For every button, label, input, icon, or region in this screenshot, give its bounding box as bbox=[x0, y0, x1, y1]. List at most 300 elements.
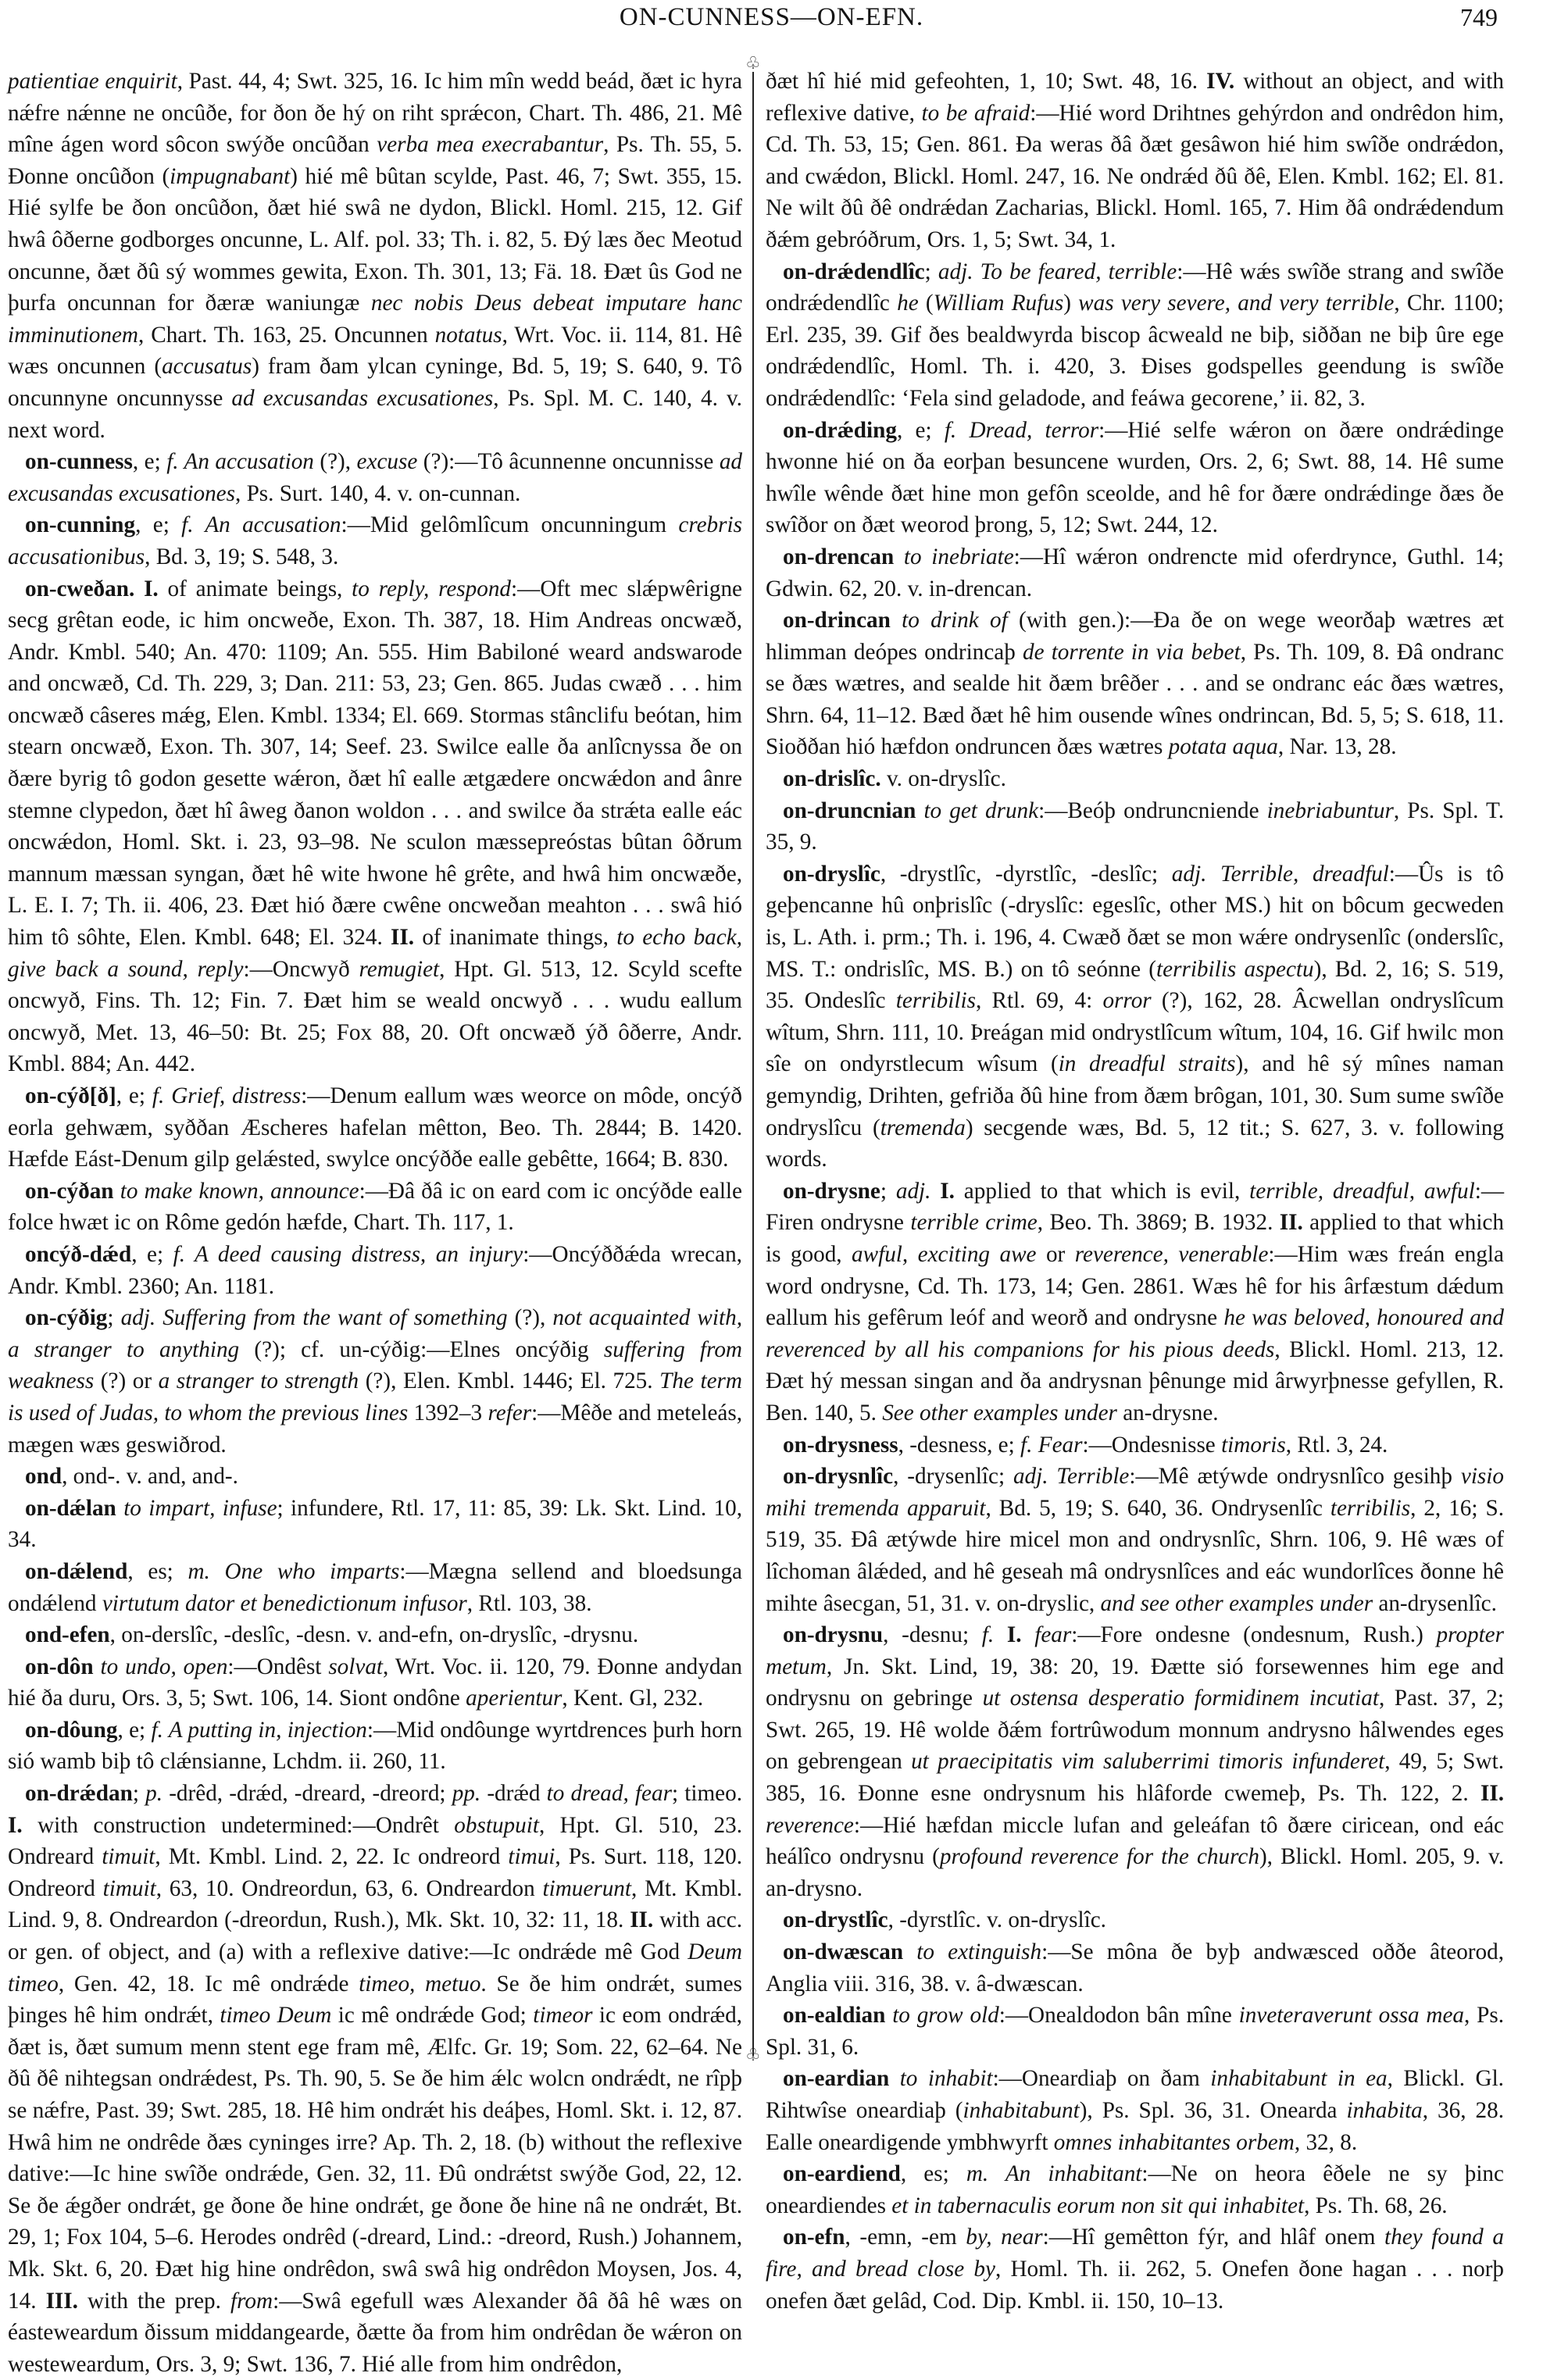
entry-text: ; bbox=[107, 1305, 121, 1331]
entry-text: an-drysne. bbox=[1116, 1400, 1219, 1426]
entry-text: , -dyrstlîc. v. on-dryslîc. bbox=[888, 1907, 1106, 1933]
headword: on-cunness bbox=[25, 449, 133, 475]
entry-text: , Rtl. 69, 4: bbox=[975, 988, 1103, 1014]
entry-text: , Ps. Spl. M. C. 140, 4. v. next word. bbox=[8, 385, 742, 443]
running-title: ON-CUNNESS—ON-EFN. bbox=[619, 3, 924, 31]
entry-text: :—Ondêst bbox=[227, 1654, 329, 1679]
italic-text: m. One who imparts bbox=[188, 1558, 400, 1584]
headword: ond bbox=[25, 1464, 63, 1490]
entry-text: , 36, 28. Ealle oneardigende ymbhwyrft bbox=[766, 2098, 1504, 2155]
headword: on-drystlîc bbox=[783, 1907, 888, 1933]
italic-text: fear bbox=[1034, 1622, 1072, 1648]
dictionary-entry bbox=[766, 2221, 1504, 2317]
italic-text: timuit bbox=[102, 1844, 155, 1870]
headword: on-efn bbox=[783, 2225, 845, 2250]
italic-text: to echo back, give back a sound, reply bbox=[8, 925, 742, 982]
italic-text: excuse bbox=[356, 449, 418, 475]
dictionary-entry bbox=[766, 2000, 1504, 2063]
entry-text: , e; bbox=[132, 449, 167, 475]
entry-text bbox=[891, 608, 902, 633]
italic-text: to impart, infuse bbox=[123, 1495, 277, 1521]
italic-text: adj. Terrible bbox=[1013, 1464, 1130, 1490]
dictionary-entry bbox=[8, 1651, 742, 1715]
entry-text: , Past. 44, 4; Swt. 325, 16. Ic him mîn wedd beád, ðæt ic hyra nǽfre nǽnne ne oncûðe, for ðon ðe hý on riht sprǽcon, Chart. Th. 486, 21. Mê mîne ágen word sôcon swýðe oncûðan bbox=[8, 69, 742, 158]
entry-text: ), Blickl. Homl. 205, 9. v. an-drysno. bbox=[766, 1844, 1504, 1901]
dictionary-entry bbox=[766, 1904, 1504, 1936]
entry-text: applied to that which is evil, bbox=[954, 1178, 1250, 1204]
entry-text: , Ps. Surt. 140, 4. v. on-cunnan. bbox=[234, 480, 521, 506]
dictionary-entry bbox=[766, 541, 1504, 605]
entry-text: , Chart. Th. 163, 25. Oncunnen bbox=[138, 322, 435, 348]
entry-text: , -emn, -em bbox=[845, 2225, 966, 2250]
dictionary-entry bbox=[8, 1715, 742, 1778]
clover-ornament-icon: ♧ bbox=[745, 53, 761, 73]
italic-text: timuit bbox=[102, 1875, 156, 1901]
headword: on-dǽlend bbox=[25, 1558, 128, 1584]
entry-text: :—Fore ondesne (ondesnum, Rush.) bbox=[1071, 1622, 1437, 1648]
right-column bbox=[766, 66, 1504, 2317]
headword: on-cýðan bbox=[25, 1178, 114, 1204]
dictionary-entry bbox=[766, 2063, 1504, 2158]
entry-text: , Hpt. Gl. 513, 12. Scyld scefte oncwyð, Fins. Th. 12; Fin. 7. Ðæt him se weald oncwyð . . . wudu eallum oncwyð, Met. 13, 46–50: Bt. 25; Fox 88, 20. Oft oncwæð ýð ôðerre, Andr. Kmbl. 884; An. 442. bbox=[8, 956, 742, 1077]
sense-number: I. bbox=[1006, 1622, 1022, 1648]
entry-text: of inanimate things, bbox=[414, 925, 617, 951]
entry-text: ( bbox=[918, 291, 934, 316]
entry-text: :—Hié hæfdan miccle lufan and geleáfan tô ðære ciricean, ond eác heálîco ondrysnu ( bbox=[766, 1812, 1504, 1870]
italic-text: Deum timeo bbox=[8, 1939, 742, 1996]
dictionary-entry bbox=[766, 1936, 1504, 2000]
dictionary-entry bbox=[766, 1429, 1504, 1461]
entry-text: :—Firen ondrysne bbox=[766, 1178, 1505, 1236]
dictionary-entry bbox=[8, 1556, 742, 1619]
italic-text: f. A deed causing distress, an injury bbox=[173, 1241, 523, 1267]
clover-ornament-icon: ♧ bbox=[745, 2045, 761, 2064]
entry-text: :—Mid ondôunge wyrtdrences þurh horn sió wamb biþ tô clǽnsianne, Lchdm. ii. 260, 11. bbox=[8, 1717, 742, 1775]
entry-text bbox=[994, 1622, 1007, 1647]
italic-text: visio mihi tremenda apparuit bbox=[766, 1464, 1504, 1521]
entry-text: , 49, 5; Swt. 385, 16. Ðonne esne ondrysnum his hlâforde cwemeþ, Ps. Th. 122, 2. bbox=[766, 1749, 1504, 1807]
italic-text: f. An accusation bbox=[166, 449, 314, 475]
sense-number: I. bbox=[144, 576, 159, 601]
italic-text: he was beloved, honoured and reverenced by all his companions for his pious deeds bbox=[766, 1305, 1504, 1362]
entry-text: , Rtl. 103, 38. bbox=[466, 1590, 592, 1616]
entry-text bbox=[134, 576, 144, 601]
dictionary-entry bbox=[8, 1080, 742, 1176]
italic-text: remugiet bbox=[359, 956, 440, 982]
entry-text: :—Ðâ ðâ ic on eard com ic oncýðde ealle folce hwæt ic on Rôme gedón hæfde, Chart. Th. 117, 1. bbox=[8, 1178, 742, 1236]
italic-text: by, near bbox=[966, 2225, 1043, 2250]
column-divider bbox=[752, 72, 754, 2056]
italic-text: timuerunt bbox=[542, 1875, 632, 1901]
italic-text: William Rufus bbox=[933, 291, 1064, 316]
dictionary-entry bbox=[8, 1239, 742, 1302]
sense-number: I. bbox=[8, 1812, 23, 1838]
italic-text: a stranger to strength bbox=[158, 1368, 359, 1394]
entry-text: , Ps. Th. 109, 8. Ðâ ondranc se ðæs wætres, and sealde hit ðæm brêðer . . . and se ondranc eác ðæs wætres, Shrn. 64, 11–12. Bæd ðæt hê him ousende wînes ondrincan, Bd. 5, 5; S. 618, 11. Sioððan hió hæfdon ondruncen ðæs wætres bbox=[766, 639, 1504, 760]
dictionary-entry bbox=[8, 573, 742, 1081]
entry-text: ; timeo. bbox=[671, 1781, 742, 1807]
entry-text: or bbox=[1036, 1241, 1075, 1267]
headword: on-druncnian bbox=[783, 797, 916, 823]
dictionary-entry bbox=[766, 605, 1504, 763]
italic-text: accusatus bbox=[162, 354, 252, 380]
sense-number: II. bbox=[1279, 1210, 1303, 1236]
italic-text: to dread, fear bbox=[546, 1781, 672, 1807]
entry-text: :—Mægna sellend and bloedsunga ondǽlend bbox=[8, 1558, 742, 1616]
italic-text: inhabitabunt in ea bbox=[1210, 2066, 1388, 2092]
entry-text: (?) or bbox=[94, 1368, 159, 1394]
italic-text: crebris accusationibus bbox=[8, 512, 742, 569]
entry-text: , Mt. Kmbl. Lind. 9, 8. Ondreardon (-dreordun, Rush.), Mk. Skt. 10, 32: 11, 18. bbox=[8, 1875, 742, 1933]
italic-text: to inhabit bbox=[899, 2066, 993, 2092]
entry-text: of animate beings, bbox=[158, 576, 352, 601]
entry-text: (?); cf. un-cýðig:—Elnes oncýðig bbox=[239, 1336, 604, 1362]
entry-text: :—Oft mec slǽpwêrigne secg grêtan eode, ic him oncweðe, Exon. Th. 387, 18. Him Andreas oncwæð, Andr. Kmbl. 540; An. 470: 1109; An. 555. Him Babiloné weard andswarode and oncwæð, Cd. Th. 229, 3; Dan. 211: 53, 23; Gen. 865. Judas cwæð . . . him oncwæð câseres mǽg, Elen. Kmbl. 1334; El. 669. Stormas stânclifu beótan, him stearn oncwæð, Exon. Th. 307, 14; Seef. 23. Swilce ealle ða anlîcnyssa ðe on ðære byrig tô godon gesette wǽron, ðæt hî ealle ætgædere oncwǽdon and ânre stemne clypedon, ðæt hî âweg ðanon woldon . . . and swilce ða strǽta ealle eác oncwǽdon, Homl. Skt. i. 23, 93–98. Ne sculon mæssepreóstas bûtan ôðrum mannum mæssan syngan, ðæt hê wite hwone hê grête, and hwâ him oncwæðe, L. E. I. 7; Th. ii. 406, 23. Ðæt hió ðære cwêne oncweðan meahton . . . swâ hió him tô sôhte, Elen. Kmbl. 648; El. 324. bbox=[8, 576, 742, 951]
entry-text: (with gen.):—Ða ðe on wege weorðaþ wætres æt hlimman deópes ondrincaþ bbox=[766, 608, 1505, 665]
entry-text: -drǽd bbox=[480, 1781, 547, 1807]
entry-text: , Bd. 3, 19; S. 548, 3. bbox=[145, 544, 339, 569]
italic-text: potata aqua bbox=[1168, 734, 1278, 760]
entry-text: , Ps. Surt. 118, 120. Ondreord bbox=[8, 1844, 742, 1901]
italic-text: obstupuit bbox=[454, 1812, 539, 1838]
headword: on-drysnlîc bbox=[783, 1464, 894, 1490]
left-column bbox=[8, 66, 742, 2380]
headword: on-dôung bbox=[25, 1717, 118, 1743]
italic-text: virtutum dator et benedictionum infusor bbox=[102, 1590, 467, 1616]
dictionary-entry bbox=[8, 1778, 742, 2380]
italic-text: patientiae enquirit bbox=[8, 69, 177, 94]
italic-text: The term is used of Judas, to whom the previous lines bbox=[8, 1368, 742, 1426]
entry-text: , e; bbox=[117, 1717, 152, 1743]
dictionary-entry bbox=[766, 858, 1504, 1176]
italic-text: timeo Deum bbox=[220, 2003, 332, 2029]
entry-text: , e; bbox=[135, 512, 182, 538]
entry-text: , Beo. Th. 3869; B. 1932. bbox=[1037, 1210, 1280, 1236]
entry-text: ic mê ondrǽde God; bbox=[331, 2003, 534, 2029]
entry-text: , es; bbox=[127, 1558, 188, 1584]
headword: on-dôn bbox=[25, 1654, 94, 1679]
italic-text: suffering from weakness bbox=[8, 1336, 742, 1394]
headword: on-drǽding bbox=[783, 417, 897, 443]
sense-number: IV. bbox=[1206, 69, 1235, 94]
entry-text: with the prep. bbox=[77, 2288, 231, 2314]
entry-text: , Bd. 5, 19; S. 640, 36. Ondrysenlîc bbox=[985, 1495, 1330, 1521]
italic-text: timoris bbox=[1221, 1432, 1286, 1458]
italic-text: f. Fear bbox=[1020, 1432, 1083, 1458]
italic-text: to extinguish bbox=[916, 1939, 1042, 1965]
entry-text: :—Ondesnisse bbox=[1082, 1432, 1222, 1458]
entry-text: :—Hî wǽron ondrencte mid oferdrynce, Guthl. 14; Gdwin. 62, 20. v. in-drencan. bbox=[766, 544, 1505, 601]
entry-text bbox=[889, 2066, 899, 2091]
italic-text: in dreadful straits bbox=[1058, 1051, 1236, 1077]
entry-text: , on-derslîc, -deslîc, -desn. v. and-efn, on-dryslîc, -drysnu. bbox=[109, 1622, 639, 1648]
headword: on-drysness bbox=[783, 1432, 898, 1458]
headword: oncýð-dǽd bbox=[25, 1241, 132, 1267]
italic-text: f. A putting in, injection bbox=[151, 1717, 367, 1743]
entry-text: :—Ûs is tô geþencanne hû onþrislîc (-dryslîc: egeslîc, other MS.) hit on bôcum gecweden is, L. Ath. i. prm.; Th. i. 196, 4. Cwæð ðæt se mon wǽre ondrysenlîc (onderslîc, MS. T.: ondrislîc, MS. B.) on tô seónne ( bbox=[766, 861, 1504, 982]
headword: on-drǽdendlîc bbox=[783, 259, 925, 284]
sense-number: I. bbox=[940, 1178, 955, 1204]
dictionary-entry bbox=[766, 415, 1504, 541]
italic-text: to drink of bbox=[902, 608, 1008, 633]
sense-number: III. bbox=[45, 2288, 78, 2314]
italic-text: inebriabuntur bbox=[1266, 797, 1394, 823]
italic-text: to make known, announce bbox=[120, 1178, 359, 1204]
dictionary-entry bbox=[8, 446, 742, 509]
entry-text: :—Oncýððǽda wrecan, Andr. Kmbl. 2360; An. 1181. bbox=[8, 1241, 742, 1299]
italic-text: terrible, dreadful, awful bbox=[1249, 1178, 1475, 1204]
entry-text bbox=[114, 1179, 120, 1204]
italic-text: p. bbox=[145, 1781, 163, 1807]
dictionary-entry bbox=[8, 1619, 742, 1651]
entry-text: ) bbox=[1063, 291, 1079, 316]
dictionary-entry bbox=[8, 1176, 742, 1239]
entry-text: with construction undetermined:—Ondrêt bbox=[22, 1812, 455, 1838]
headword: on-eardiend bbox=[783, 2161, 901, 2187]
entry-text: :—Oncwyð bbox=[243, 956, 359, 982]
entry-text: , -drysenlîc; bbox=[893, 1464, 1013, 1490]
italic-text: f. An accusation bbox=[181, 512, 341, 538]
italic-text: refer bbox=[488, 1400, 532, 1426]
entry-text: :—Se môna ðe byþ andwæsced oððe âteorod, Anglia viii. 316, 38. v. â-dwæscan. bbox=[766, 1939, 1504, 1996]
italic-text: aperientur bbox=[466, 1686, 563, 1711]
italic-text: adj. Terrible, dreadful bbox=[1171, 861, 1389, 887]
italic-text: adj. To be feared, terrible bbox=[938, 259, 1177, 284]
entry-text: , Nar. 13, 28. bbox=[1277, 734, 1397, 760]
dictionary-entry bbox=[766, 795, 1504, 858]
entry-text: :—Onealdodon bân mîne bbox=[998, 2003, 1239, 2029]
entry-text: :—Mid gelômlîcum oncunningum bbox=[341, 512, 679, 538]
dictionary-entry bbox=[8, 1493, 742, 1556]
entry-text: , Ps. Th. 55, 5. Ðonne oncûðon ( bbox=[8, 132, 742, 189]
entry-text: ; bbox=[924, 259, 938, 284]
dictionary-entry bbox=[766, 1176, 1504, 1429]
dictionary-entry bbox=[766, 1619, 1504, 1904]
entry-text: ), Ps. Spl. 36, 31. Onearda bbox=[1079, 2098, 1347, 2123]
entry-text: ; bbox=[880, 1178, 896, 1204]
italic-text: propter metum bbox=[766, 1622, 1504, 1679]
entry-text: ; infundere, Rtl. 17, 11: 85, 39: Lk. Skt. Lind. 10, 34. bbox=[8, 1495, 742, 1553]
headword: on-cýðig bbox=[25, 1305, 108, 1331]
entry-text: ) secgende wæs, Bd. 5, 12 tit.; S. 627, 3. v. following words. bbox=[766, 1115, 1504, 1172]
entry-text: :—Mê ætýwde ondrysnlîco gesihþ bbox=[1129, 1464, 1461, 1490]
headword: on-drislîc. bbox=[783, 766, 881, 792]
entry-text: an-drysenlîc. bbox=[1373, 1590, 1497, 1616]
entry-text: , Kent. Gl, 232. bbox=[562, 1686, 704, 1711]
entry-text bbox=[1022, 1622, 1035, 1647]
entry-text: , ond-. v. and, and-. bbox=[62, 1464, 238, 1490]
headword: on-cweðan. bbox=[25, 576, 135, 601]
headword: on-drysnu bbox=[783, 1622, 884, 1648]
entry-text: , Wrt. Voc. ii. 120, 79. Ðonne andydan hié ða duru, Ors. 3, 5; Swt. 106, 14. Siont ondône bbox=[8, 1654, 742, 1711]
entry-text: ) hié mê bûtan scylde, Past. 46, 7; Swt. 355, 15. Hié sylfe be ðon oncûðon, ðæt hié swâ ne dydon, Blickl. Homl. 215, 12. Gif hwâ ôðerne godborges oncunne, L. Alf. pol. 33; Th. i. 82, 5. Ðý læs ðec Meotud oncunne, ðæt ðû sý wommes gewita, Exon. Th. 301, 13; Fä. 18. Ðæt ûs God ne þurfa oncunnan for ðæræ waniungæ bbox=[8, 163, 742, 316]
entry-text: without an object, and with reflexive dative, bbox=[766, 69, 1504, 126]
headword: on-dwæscan bbox=[783, 1939, 904, 1965]
entry-text: ; bbox=[132, 1781, 146, 1807]
italic-text: ad excusandas excusationes bbox=[8, 449, 742, 506]
headword: on-drysne bbox=[783, 1178, 880, 1204]
dictionary-entry bbox=[8, 1302, 742, 1461]
entry-text: , -desnu; bbox=[883, 1622, 982, 1648]
headword: on-eardian bbox=[783, 2066, 890, 2092]
entry-text: :—Swâ egefull wæs Alexander ðâ ðâ hê wæs on éasteweardum ðissum middangearde, ðætte ða from him ondrêdan ðe wǽron on westeweardum, Ors. 3, 9; Swt. 136, 7. Hié alle from him ondrêdon, bbox=[8, 2288, 742, 2377]
entry-text bbox=[894, 544, 904, 569]
italic-text: timeor bbox=[533, 2003, 593, 2029]
entry-text: (?), 162, 28. Âcwellan ondryslîcum wîtum, Shrn. 111, 10. Þreágan mid ondrystlîcum wîtum, 104, 16. Gif hwilc mon sîe on ondyrstlecum wîsum ( bbox=[766, 988, 1504, 1077]
italic-text: f. Dread, terror bbox=[944, 417, 1099, 443]
italic-text: ad excusandas excusationes bbox=[231, 385, 494, 411]
dictionary-entry bbox=[8, 509, 742, 573]
entry-text: , -drystlîc, -dyrstlîc, -deslîc; bbox=[880, 861, 1172, 887]
entry-text: :—Mêðe and meteleás, mægen wæs geswiðrod. bbox=[8, 1400, 743, 1458]
entry-text: , -desness, e; bbox=[898, 1432, 1021, 1458]
italic-text: adj. Suffering from the want of something bbox=[120, 1305, 508, 1331]
italic-text: timeo, metuo bbox=[359, 1971, 481, 1996]
italic-text: and see other examples under bbox=[1100, 1590, 1373, 1616]
italic-text: See other examples under bbox=[882, 1400, 1117, 1426]
entry-text: with acc. or gen. of object, and (a) with a reflexive dative:—Ic ondrǽde mê God bbox=[8, 1907, 742, 1965]
entry-text: ) fram ðam ylcan cyninge, Bd. 5, 19; S. 640, 9. Tô oncunnyne oncunnysse bbox=[8, 354, 742, 411]
dictionary-entry bbox=[766, 2158, 1504, 2221]
entry-text bbox=[903, 1939, 916, 1964]
entry-text: :—Beóþ ondruncniende bbox=[1038, 797, 1267, 823]
entry-text: ), and hê sý mînes naman gemyndig, Drihten, gefriða ðû hine from ðæm brôgan, 101, 30. Sum sume swîðe ondryslîcu ( bbox=[766, 1051, 1504, 1140]
entry-text: -drêd, -drǽd, -dreard, -dreord; bbox=[163, 1781, 452, 1807]
italic-text: was very severe, and very terrible bbox=[1078, 291, 1395, 316]
italic-text: adj. bbox=[895, 1178, 931, 1204]
italic-text: de torrente in via bebet bbox=[1023, 639, 1241, 665]
italic-text: nec nobis Deus debeat imputare hanc imminutionem bbox=[8, 291, 742, 348]
entry-text: , Ps. Th. 68, 26. bbox=[1304, 2193, 1448, 2218]
entry-text: , Homl. Th. ii. 262, 5. Onefen ðone hagan . . . norþ onefen ðæt gelâd, Cod. Dip. Kmbl. ii. 150, 10–13. bbox=[766, 2256, 1505, 2314]
italic-text: inveteraverunt ossa mea bbox=[1238, 2003, 1465, 2029]
headword: on-cýð[ð] bbox=[25, 1083, 116, 1108]
page-number: 749 bbox=[1460, 3, 1498, 31]
italic-text: to reply, respond bbox=[352, 576, 512, 601]
entry-text: :—Hié selfe wǽron on ðære ondrǽdinge hwonne hié on ða eorþan besuncene wurden, Ors. 2, 6; Swt. 88, 14. Hê sume hwîle wênde ðæt hine mon gefôn sceolde, and hê for ðære ondrǽdinge ðæs ðe swîðor on ðæt weorod þrong, 5, 12; Swt. 244, 12. bbox=[766, 417, 1504, 538]
dictionary-entry-continuation bbox=[8, 66, 742, 446]
entry-text: :—Hié word Drihtnes gehýrdon and ondrêdon him, Cd. Th. 53, 15; Gen. 861. Ða weras ðâ ðæt gesâwon hié him swîðe ondrǽdon, and cwǽdon, Blickl. Homl. 247, 16. Ne ondrǽd ðû ðê, Elen. Kmbl. 162; El. 81. Ne wilt ðû ðê ondrǽdan Zacharias, Blickl. Homl. 165, 7. Him ðâ ondrǽdendum ðǽm gebróðrum, Ors. 1, 5; Swt. 34, 1. bbox=[766, 100, 1504, 252]
italic-text: terribilis aspectu bbox=[1156, 956, 1314, 982]
entry-text: , Past. 37, 2; Swt. 265, 19. Hê wolde ðǽm fortrûwodum monnum andrysno hâlwendes eges on gebrengean bbox=[766, 1686, 1504, 1775]
entry-text: :—Him wæs freán engla word ondrysne, Cd. Th. 173, 14; Gen. 2861. Wæs hê for his ârfæstum dǽdum eallum his gefêrum leóf and weorð and ondrysne bbox=[766, 1241, 1504, 1331]
entry-text: (?), bbox=[313, 449, 357, 475]
italic-text: impugnabant bbox=[170, 163, 291, 189]
entry-text: , 63, 10. Ondreordun, 63, 6. Ondreardon bbox=[155, 1875, 543, 1901]
italic-text: to inebriate bbox=[903, 544, 1014, 569]
italic-text: pp. bbox=[452, 1781, 481, 1807]
entry-text: (?), Elen. Kmbl. 1446; El. 725. bbox=[359, 1368, 660, 1394]
entry-text: :—Hê wǽs swîðe strang and swîðe ondrǽdendlîc bbox=[766, 259, 1504, 316]
entry-text: , Blickl. Homl. 213, 12. Ðæt hý messan singan and ða andrysnan þênunge mid ârwyrþnesse gefyllen, R. Ben. 140, 5. bbox=[766, 1336, 1504, 1426]
entry-text: , Jn. Skt. Lind, 19, 38: 20, 19. Ðætte sió forsewennes him ege and ondrysnu on gebringe bbox=[766, 1654, 1504, 1711]
entry-text: , Ps. Spl. T. 35, 9. bbox=[766, 797, 1504, 855]
italic-text: timui bbox=[508, 1844, 555, 1870]
entry-text: v. on-dryslîc. bbox=[880, 766, 1006, 792]
headword: on-drǽdan bbox=[25, 1781, 133, 1807]
headword: on-cunning bbox=[25, 512, 136, 538]
italic-text: ut praecipitatis vim saluberrimi timoris infunderet bbox=[911, 1749, 1385, 1775]
italic-text: m. An inhabitant bbox=[966, 2161, 1142, 2187]
italic-text: profound reverence for the church bbox=[939, 1844, 1259, 1870]
sense-number: II. bbox=[391, 925, 415, 951]
entry-text: ic eom ondrǽd, ðæt is, ðæt sumum menn stent ege fram mê, Ælfc. Gr. 19; Som. 22, 62–64. Ne ðû ðê nihtegsan ondrǽdest, Ps. Th. 90, 5. Se ðe him ǽlc wolcn ondrǽdt, ne rîpþ se nǽfre, Past. 39; Swt. 285, 18. Hê him ondrǽt his deáþes, Homl. Skt. i. 12, 87. Hwâ him ne ondrêde ðæs cyninges irre? Ap. Th. 2, 18. (b) without the reflexive dative:—Ic hine swîðe ondrǽde, Gen. 32, 11. Ðû ondrǽtst swýðe God, 22, 12. Se ðe ǽgðer ondrǽt, ge ðone ðe hine ondrǽt, ge ðone ðe hine nâ ne ondrǽt, Bt. 29, 1; Fox 104, 5–6. Herodes ondrêd (-dreard, Lind.: -dreord, Rush.) Johannem, Mk. Skt. 6, 20. Ðæt hig hine ondrêdon, swâ swâ hig ondrêdon Moysen, Jos. 4, 14. bbox=[8, 2003, 742, 2314]
dictionary-entry bbox=[766, 1461, 1504, 1619]
dictionary-entry bbox=[766, 763, 1504, 795]
italic-text: ut ostensa desperatio formidinem incutiat bbox=[982, 1686, 1379, 1711]
italic-text: verba mea execrabantur bbox=[377, 132, 604, 158]
entry-text: :—Hî gemêtton fýr, and hlâf onem bbox=[1042, 2225, 1385, 2250]
dictionary-entry bbox=[766, 256, 1504, 415]
dictionary-entry-continuation bbox=[766, 66, 1504, 256]
italic-text: to grow old bbox=[892, 2003, 999, 2029]
entry-text: , e; bbox=[131, 1241, 173, 1267]
italic-text: tremenda bbox=[880, 1115, 966, 1140]
entry-text bbox=[916, 798, 923, 823]
entry-text: , 32, 8. bbox=[1294, 2129, 1358, 2155]
entry-text bbox=[116, 1496, 123, 1521]
entry-text: , e; bbox=[896, 417, 945, 443]
entry-text: , Rtl. 3, 24. bbox=[1285, 1432, 1388, 1458]
entry-text: , e; bbox=[116, 1083, 152, 1108]
entry-text: applied to that which is good, bbox=[766, 1210, 1504, 1267]
entry-text bbox=[94, 1654, 101, 1679]
headword: on-drencan bbox=[783, 544, 895, 569]
italic-text: to get drunk bbox=[923, 797, 1039, 823]
entry-text: :—Denum eallum wæs weorce on môde, oncýð eorla gehwæm, syððan Æscheres hafelan mêtton, Beo. Th. 2844; B. 1420. Hæfde Eást-Denum gilp gelǽsted, swylce oncýððe ealle gebêtte, 1664; B. 830. bbox=[8, 1083, 742, 1172]
sense-number: II. bbox=[630, 1907, 654, 1933]
entry-text bbox=[930, 1179, 940, 1204]
italic-text: inhabita bbox=[1346, 2098, 1423, 2123]
italic-text: reverence bbox=[766, 1812, 854, 1838]
italic-text: he bbox=[897, 291, 919, 316]
entry-text: , Gen. 42, 18. Ic mê ondrǽde bbox=[58, 1971, 359, 1996]
italic-text: omnes inhabitantes orbem bbox=[1053, 2129, 1295, 2155]
entry-text: 1392–3 bbox=[408, 1400, 488, 1426]
italic-text: f. Grief, distress bbox=[152, 1083, 302, 1108]
italic-text: reverence, venerable bbox=[1074, 1241, 1269, 1267]
entry-text: (?), bbox=[507, 1305, 553, 1331]
page-header bbox=[0, 3, 1543, 42]
italic-text: to undo, open bbox=[100, 1654, 228, 1679]
entry-text bbox=[885, 2003, 892, 2028]
entry-text: , es; bbox=[900, 2161, 966, 2187]
italic-text: solvat bbox=[328, 1654, 384, 1679]
entry-text: , 2, 16; S. 519, 35. Ðâ ætýwde hire micel mon and ondrysnlîc, Shrn. 106, 9. Hê wæs of lîchoman âlǽded, and hê geseah mâ ondrysnlîces and eác wundorlîces ðonne hê mihte âsecgan, 51, 31. v. on-dryslic, bbox=[766, 1495, 1504, 1616]
italic-text: terribilis bbox=[1330, 1495, 1411, 1521]
headword: on-ealdian bbox=[783, 2003, 886, 2029]
entry-text: :—Ne on heora êðele ne sy þinc oneardiendes bbox=[766, 2161, 1504, 2218]
entry-text: (?):—Tô âcunnenne oncunnisse bbox=[417, 449, 720, 475]
italic-text: notatus bbox=[434, 322, 502, 348]
headword: on-dǽlan bbox=[25, 1495, 116, 1521]
entry-text: , Mt. Kmbl. Lind. 2, 22. Ic ondreord bbox=[155, 1844, 509, 1870]
entry-text: . Se ðe him ondrǽt, sumes þinges hê him ondrǽt, bbox=[8, 1971, 742, 2029]
italic-text: from bbox=[230, 2288, 273, 2314]
sense-number: II. bbox=[1480, 1781, 1504, 1807]
italic-text: terrible crime bbox=[910, 1210, 1038, 1236]
entry-text: ðæt hî hié mid gefeohten, 1, 10; Swt. 48, 16. bbox=[766, 69, 1207, 94]
dictionary-entry bbox=[8, 1461, 742, 1493]
italic-text: inhabitabunt bbox=[963, 2098, 1080, 2123]
entry-text: :—Oneardiaþ on ðam bbox=[992, 2066, 1211, 2092]
italic-text: to be afraid bbox=[921, 100, 1030, 126]
italic-text: awful, exciting awe bbox=[852, 1241, 1037, 1267]
entry-text: , Blickl. Gl. Rihtwîse oneardiaþ ( bbox=[766, 2066, 1504, 2123]
entry-text: , Chr. 1100; Erl. 235, 39. Gif ðes bealdwyrda biscop âcweald ne biþ, siððan ne biþ ûre ege ondrǽdendlîc, Homl. Th. i. 420, 3. Ðises godspelles geendung is swîðe ondrǽdendlîc: ‘Fela sind geladode, and feáwa gecorene,’ ii. 82, 3. bbox=[766, 291, 1504, 411]
italic-text: orror bbox=[1102, 988, 1152, 1014]
headword: on-drincan bbox=[783, 608, 891, 633]
